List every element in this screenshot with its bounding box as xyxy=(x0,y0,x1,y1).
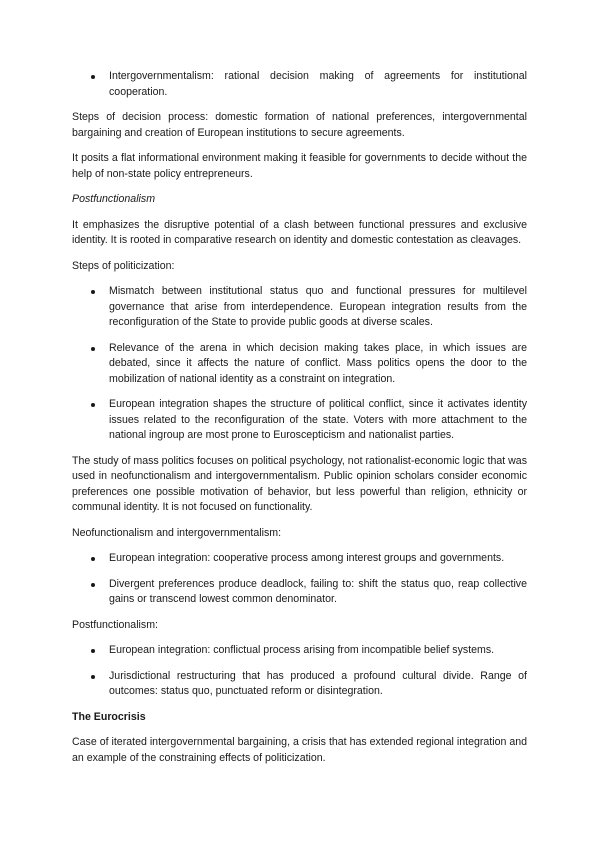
list-item: Mismatch between institutional status quo and functional pressures for multilevel governance that arise from interdependence. European integration results from the reconfiguration of the State to provide public goods at diverse scales. xyxy=(72,284,527,331)
list-item: Jurisdictional restructuring that has produced a profound cultural divide. Range of outcomes: status quo, punctuated reform or disintegration. xyxy=(72,669,527,700)
bullet-list-neofunctionalism xyxy=(72,551,527,608)
subheading-postfunctionalism: Postfunctionalism xyxy=(72,193,156,205)
bullet-list-postfunctionalism xyxy=(72,643,527,700)
paragraph-mass-politics: The study of mass politics focuses on political psychology, not rationalist-economic logic that was used in neofunctionalism and intergovernmentalism. Public opinion scholars consider economic preferences one possible motivation of behavior, but less powerful than religion, ethnicity or communal identity. It is not focused on functionality. xyxy=(72,454,527,513)
list-item: European integration: cooperative process among interest groups and governments. xyxy=(72,551,527,567)
list-item: European integration: conflictual process arising from incompatible belief systems. xyxy=(72,643,527,659)
paragraph-flat-environment: It posits a flat informational environment making it feasible for governments to decide without the help of non-state policy entrepreneurs. xyxy=(72,152,527,180)
paragraph-disruptive-potential: It emphasizes the disruptive potential of a clash between functional pressures and exclusive identity. It is rooted in comparative research on identity and domestic contestation as cleavages. xyxy=(72,218,527,246)
list-item: Intergovernmentalism: rational decision making of agreements for institutional cooperation. xyxy=(72,69,527,100)
list-item: Divergent preferences produce deadlock, failing to: shift the status quo, reap collective gains or transcend lowest common denominator. xyxy=(72,577,527,608)
paragraph-steps-politicization: Steps of politicization: xyxy=(72,259,175,272)
list-item: European integration shapes the structure of political conflict, since it activates identity issues related to the reconfiguration of the state. Voters with more attachment to the national ingroup are most prone to Euroscepticism and nationalist parties. xyxy=(72,397,527,444)
bullet-list-top xyxy=(72,69,527,100)
paragraph-postfunctionalism-label: Postfunctionalism: xyxy=(72,618,158,631)
section-heading-eurocrisis: The Eurocrisis xyxy=(72,710,146,723)
paragraph-eurocrisis: Case of iterated intergovernmental bargaining, a crisis that has extended regional integration and an example of the constraining effects of politicization. xyxy=(72,736,527,764)
list-item: Relevance of the arena in which decision making takes place, in which issues are debated, since it affects the nature of conflict. Mass politics opens the door to the mobilization of national identity as a constraint on integration. xyxy=(72,341,527,388)
page-content xyxy=(72,69,527,776)
paragraph-neo-intergov-label: Neofunctionalism and intergovernmentalism: xyxy=(72,526,282,539)
bullet-list-politicization xyxy=(72,284,527,444)
paragraph-steps-decision: Steps of decision process: domestic formation of national preferences, intergovernmental bargaining and creation of European institutions to secure agreements. xyxy=(72,111,527,139)
